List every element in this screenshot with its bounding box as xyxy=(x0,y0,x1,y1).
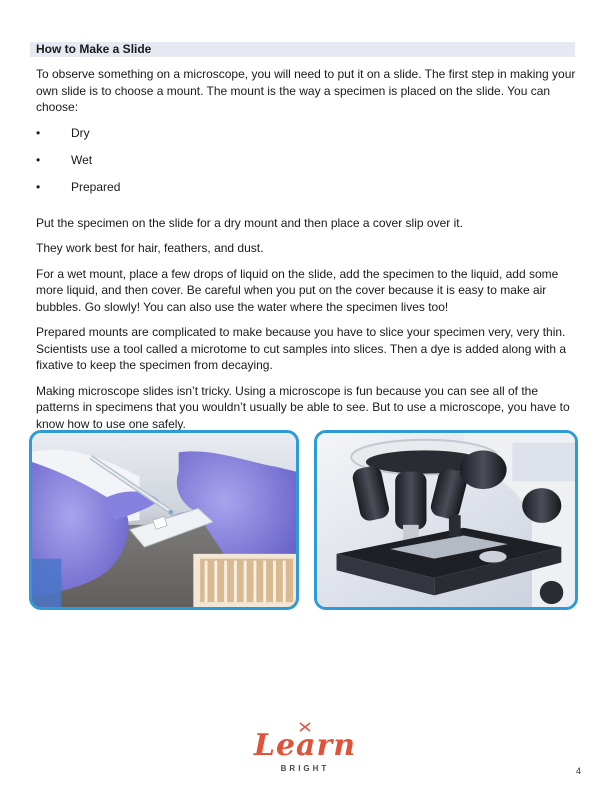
learn-bright-logo xyxy=(250,728,360,784)
page-number: 4 xyxy=(576,766,582,776)
mount-type-list xyxy=(36,125,576,206)
logo-subtitle: BRIGHT xyxy=(280,764,330,773)
prepared-mount-paragraph: Prepared mounts are complicated to make because you have to slice your specimen very, very thin. Scientists use a tool called a microtome to cut samples into slices. Then a dye is added along with a fixative to keep the specimen from decaying. xyxy=(36,325,567,372)
body-text xyxy=(36,66,576,441)
logo-wordmark: Learn xyxy=(253,728,357,763)
slide-preparation-photo xyxy=(29,430,299,610)
section-title: How to Make a Slide xyxy=(30,42,575,57)
list-item: • Wet xyxy=(36,152,576,179)
intro-paragraph: To observe something on a microscope, you will need to put it on a slide. The first step in making your own slide is to choose a mount. The mount is the way a specimen is placed on the slide. You can choose: xyxy=(36,67,576,114)
dry-mount-paragraph: Put the specimen on the slide for a dry mount and then place a cover slip over it. xyxy=(36,215,463,230)
microscope-photo xyxy=(314,430,578,610)
list-item: • Dry xyxy=(36,125,576,152)
wet-mount-paragraph: For a wet mount, place a few drops of liquid on the slide, add the specimen to the liquid, add some more liquid, and then cover. Be careful when you put on the cover because it is easy to make air bubbles. Go slowly! You can also use the water where the specimen lives too! xyxy=(36,266,559,314)
closing-paragraph: Making microscope slides isn’t tricky. Using a microscope is fun because you can see all of the patterns in specimens that you wouldn’t usually be able to see. But to use a microscope, you have to know how to use one safely. xyxy=(36,383,570,431)
list-item: • Prepared xyxy=(36,179,576,206)
dry-mount-use-paragraph: They work best for hair, feathers, and dust. xyxy=(36,241,264,255)
